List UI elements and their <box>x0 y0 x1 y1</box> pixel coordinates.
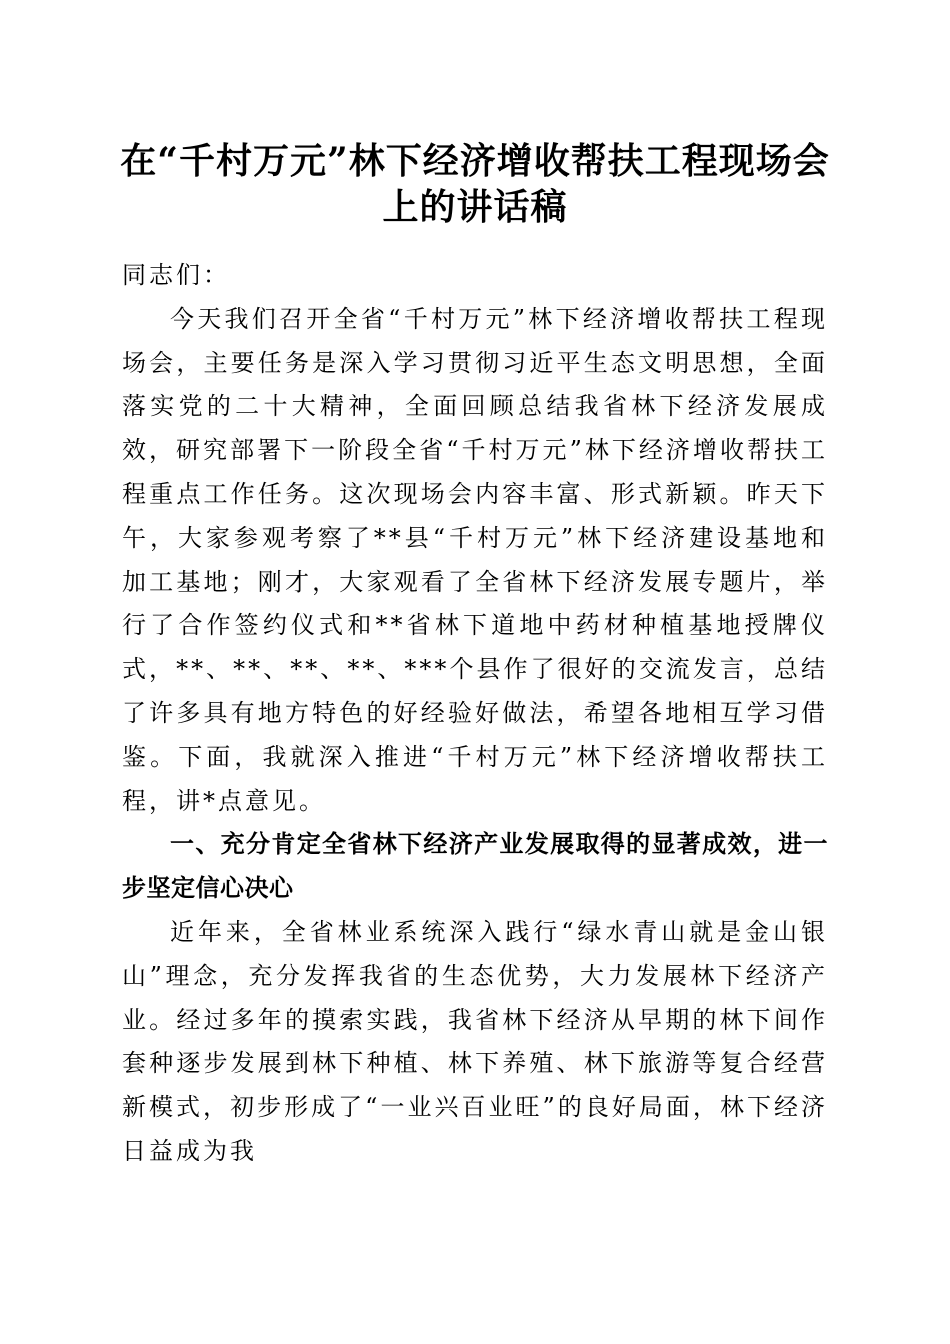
salutation: 同志们： <box>122 261 230 289</box>
paragraph-intro: 今天我们召开全省“千村万元”林下经济增收帮扶工程现场会，主要任务是深入学习贯彻习近平生态文明思想，全面落实党的二十大精神，全面回顾总结我省林下经济发展成效，研究部署下一阶段全省“千村万元”林下经济增收帮扶工程重点工作任务。这次现场会内容丰富、形式新颖。昨天下午，大家参观考察了**县“千村万元”林下经济建设基地和加工基地；刚才，大家观看了全省林下经济发展专题片，举行了合作签约仪式和**省林下道地中药材种植基地授牌仪式，**、**、**、**、***个县作了很好的交流发言，总结了许多具有地方特色的好经验好做法，希望各地相互学习借鉴。下面，我就深入推进“千村万元”林下经济增收帮扶工程，讲*点意见。 <box>122 304 828 815</box>
paragraph-section-1: 近年来，全省林业系统深入践行“绿水青山就是金山银山”理念，充分发挥我省的生态优势，大力发展林下经济产业。经过多年的摸索实践，我省林下经济从早期的林下间作套种逐步发展到林下种植、林下养殖、林下旅游等复合经营新模式，初步形成了“一业兴百业旺”的良好局面，林下经济日益成为我 <box>122 917 828 1165</box>
section-heading-1: 一、充分肯定全省林下经济产业发展取得的显著成效，进一步坚定信心决心 <box>122 830 828 903</box>
title-line-2: 上的讲话稿 <box>382 186 568 228</box>
document-title <box>100 138 850 230</box>
document-body <box>122 254 828 1174</box>
title-line-1: 在“千村万元”林下经济增收帮扶工程现场会 <box>120 140 830 182</box>
